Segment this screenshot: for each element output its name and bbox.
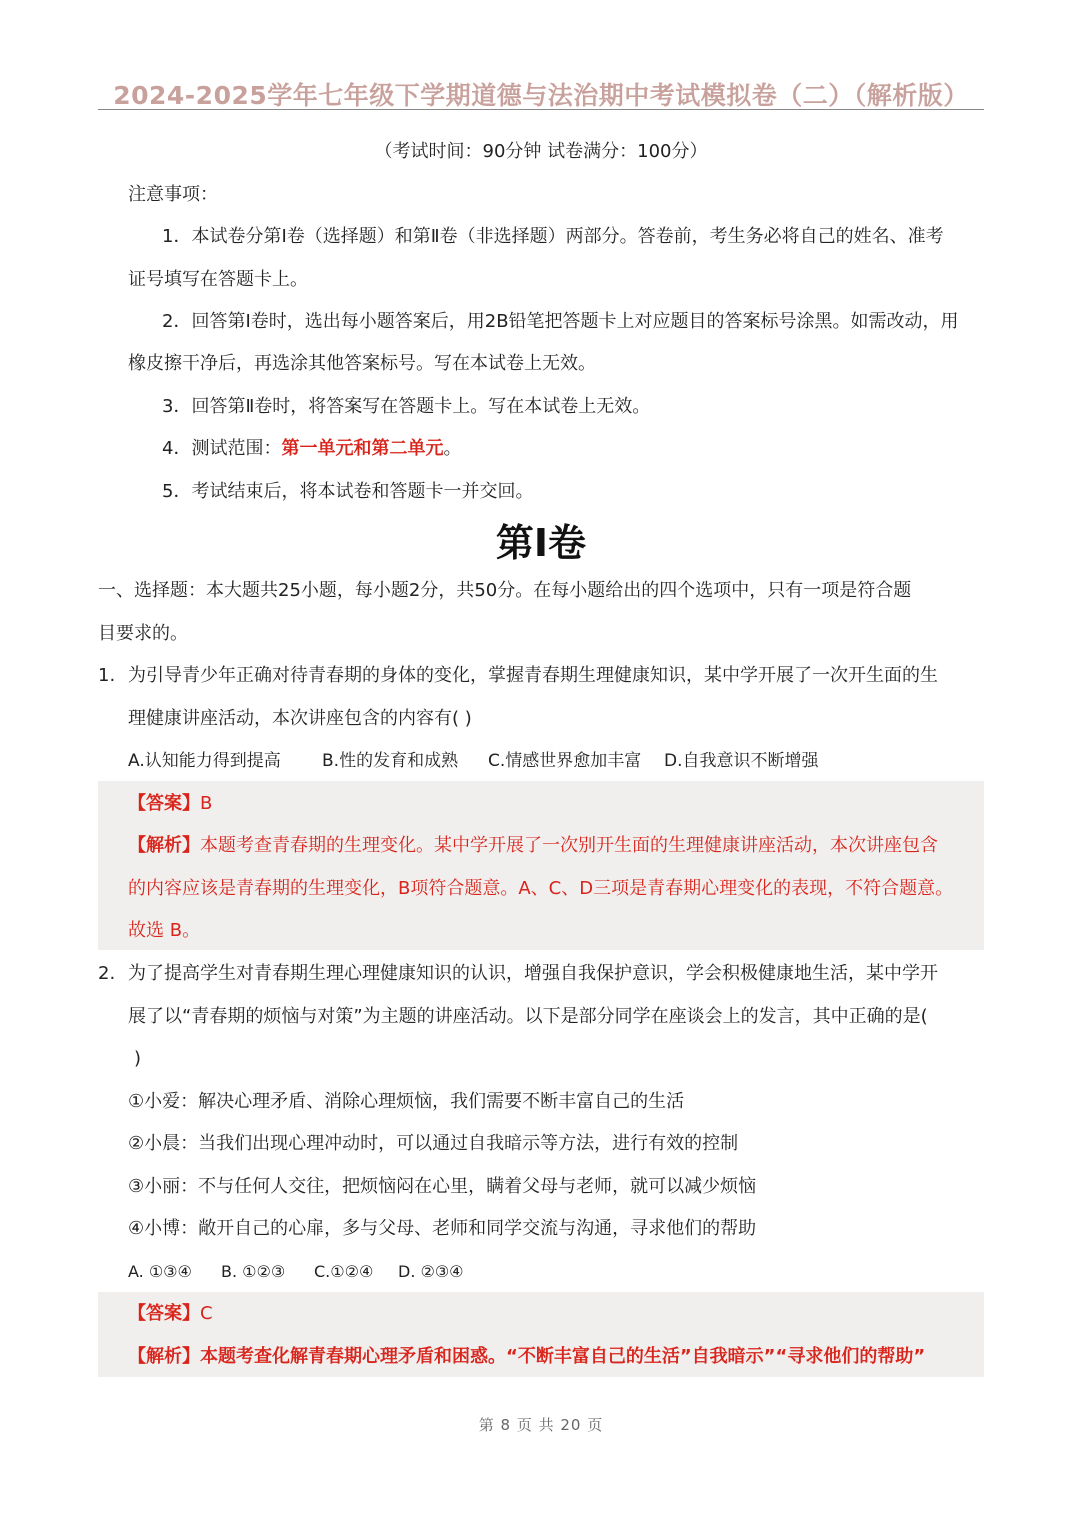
q1-answer-value: B: [200, 793, 213, 814]
note-item-3: 3．回答第Ⅱ卷时，将答案写在答题卡上。写在本试卷上无效。: [162, 396, 651, 417]
q1-option-a: A.认知能力得到提高: [128, 751, 281, 771]
q2-analysis-label: 【解析】: [128, 1346, 200, 1367]
q1-answer-box: [98, 781, 984, 950]
note-item-1a: 1．本试卷分第Ⅰ卷（选择题）和第Ⅱ卷（非选择题）两部分。答卷前，考生务必将自己的姓名、准考: [162, 226, 944, 247]
q1-options: [128, 746, 819, 776]
q1-option-b: B.性的发育和成熟: [322, 751, 459, 771]
note-item-5: 5．考试结束后，将本试卷和答题卡一并交回。: [162, 481, 534, 502]
q2-answer-value: C: [200, 1303, 213, 1324]
q1-option-c: C.情感世界愈加丰富: [488, 751, 642, 771]
q2-stem-c: ): [134, 1048, 142, 1069]
q1-analysis-text-a: 本题考查青春期的生理变化。某中学开展了一次别开生面的生理健康讲座活动，本次讲座包含: [200, 835, 938, 856]
q2-statement-2: ②小晨：当我们出现心理冲动时，可以通过自我暗示等方法，进行有效的控制: [128, 1133, 739, 1154]
q2-statement-1: ①小爱：解决心理矛盾、消除心理烦恼，我们需要不断丰富自己的生活: [128, 1091, 685, 1112]
note-item-4-prefix: 4．测试范围：: [162, 438, 282, 459]
q1-analysis-b: 的内容应该是青春期的生理变化，B项符合题意。A、C、D三项是青春期心理变化的表现，不符合题意。: [128, 878, 954, 899]
q2-analysis-text-a: 本题考查化解青春期心理矛盾和困惑。“不断丰富自己的生活”自我暗示”“寻求他们的帮助”: [200, 1346, 926, 1367]
q1-stem-b: 理健康讲座活动，本次讲座包含的内容有( ): [128, 708, 472, 729]
note-item-4: [162, 434, 461, 464]
q2-number: 2.: [98, 963, 116, 984]
q1-option-d: D.自我意识不断增强: [664, 751, 819, 771]
q1-analysis-c: 故选 B。: [128, 920, 201, 941]
note-item-1b: 证号填写在答题卡上。: [128, 269, 308, 290]
q2-stem-b: 展了以“青春期的烦恼与对策”为主题的讲座活动。以下是部分同学在座谈会上的发言，其中正确的是(: [128, 1006, 928, 1027]
q2-option-b: B. ①②③: [221, 1262, 286, 1281]
section-intro-a: 一、选择题：本大题共25小题，每小题2分，共50分。在每小题给出的四个选项中，只有一项是符合题: [98, 580, 912, 601]
exam-meta: （考试时间：90分钟 试卷满分：100分）: [374, 141, 708, 162]
section-intro-b: 目要求的。: [98, 623, 188, 644]
page-number: 第 8 页 共 20 页: [478, 1416, 604, 1434]
q2-options: [128, 1257, 464, 1287]
q2-option-c: C.①②④: [314, 1262, 374, 1281]
q1-analysis-a: [128, 831, 938, 861]
q1-analysis-label: 【解析】: [128, 835, 200, 856]
q2-option-d: D. ②③④: [398, 1262, 464, 1281]
note-item-4-suffix: 。: [443, 438, 462, 459]
note-item-2b: 橡皮擦干净后，再选涂其他答案标号。写在本试卷上无效。: [128, 353, 596, 374]
q2-option-a: A. ①③④: [128, 1262, 192, 1281]
notes-heading: 注意事项：: [128, 184, 218, 205]
q2-statement-3: ③小丽：不与任何人交往，把烦恼闷在心里，瞒着父母与老师，就可以减少烦恼: [128, 1176, 757, 1197]
q1-number: 1.: [98, 665, 116, 686]
q1-stem-a: 为引导青少年正确对待青春期的身体的变化，掌握青春期生理健康知识，某中学开展了一次开生面的生: [128, 665, 938, 686]
document-title: 2024-2025学年七年级下学期道德与法治期中考试模拟卷（二）（解析版）: [113, 81, 969, 110]
q2-analysis-a: [128, 1342, 925, 1372]
test-scope: 第一单元和第二单元: [281, 438, 444, 459]
q2-statement-4: ④小博：敞开自己的心扉，多与父母、老师和同学交流与沟通，寻求他们的帮助: [128, 1218, 757, 1239]
title-divider: [98, 109, 984, 110]
q2-stem-a: 为了提高学生对青春期生理心理健康知识的认识，增强自我保护意识，学会积极健康地生活，某中学开: [128, 963, 938, 984]
section-title: 第Ⅰ卷: [495, 521, 587, 565]
q1-answer: [128, 789, 212, 819]
q2-answer: [128, 1299, 213, 1329]
note-item-2a: 2．回答第Ⅰ卷时，选出每小题答案后，用2B铅笔把答题卡上对应题目的答案标号涂黑。如需改动，用: [162, 311, 959, 332]
q1-answer-label: 【答案】: [128, 793, 200, 814]
q2-answer-label: 【答案】: [128, 1303, 200, 1324]
